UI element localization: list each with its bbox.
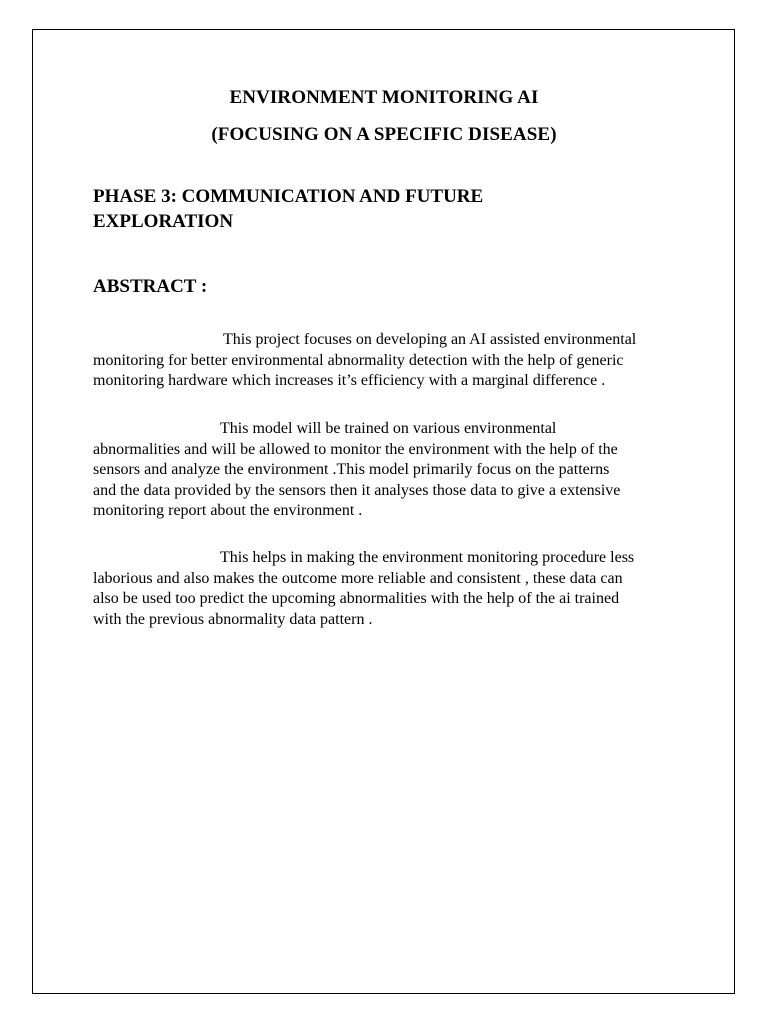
paragraph-line: sensors and analyze the environment .This model primarily focus on the patterns: [93, 461, 610, 478]
abstract-paragraph-3: [93, 548, 693, 630]
paragraph-line: This project focuses on developing an AI assisted environmental: [223, 331, 637, 348]
phase-heading-line-1: PHASE 3: COMMUNICATION AND FUTURE: [93, 186, 484, 207]
abstract-heading: ABSTRACT :: [93, 276, 208, 297]
abstract-paragraph-2: [93, 419, 693, 522]
paragraph-line: monitoring hardware which increases it’s efficiency with a marginal difference .: [93, 372, 606, 389]
paragraph-line: This helps in making the environment monitoring procedure less: [220, 549, 635, 566]
paragraph-line: abnormalities and will be allowed to monitor the environment with the help of the: [93, 440, 618, 458]
phase-heading: [93, 184, 593, 234]
paragraph-line: with the previous abnormality data pattern .: [93, 610, 373, 628]
paragraph-line: and the data provided by the sensors then it analyses those data to give a extensive: [93, 481, 621, 499]
paragraph-line: This model will be trained on various environmental: [220, 420, 557, 437]
abstract-paragraph-1: [93, 330, 693, 392]
paragraph-line: monitoring report about the environment .: [93, 502, 363, 519]
paragraph-line: also be used too predict the upcoming abnormalities with the help of the ai trained: [93, 590, 620, 607]
paragraph-line: laborious and also makes the outcome more reliable and consistent , these data can: [93, 569, 623, 587]
phase-heading-line-2: EXPLORATION: [93, 211, 234, 232]
document-title: ENVIRONMENT MONITORING AI: [229, 87, 539, 108]
document-subtitle: (FOCUSING ON A SPECIFIC DISEASE): [211, 124, 557, 145]
paragraph-line: monitoring for better environmental abnormality detection with the help of generic: [93, 351, 624, 369]
